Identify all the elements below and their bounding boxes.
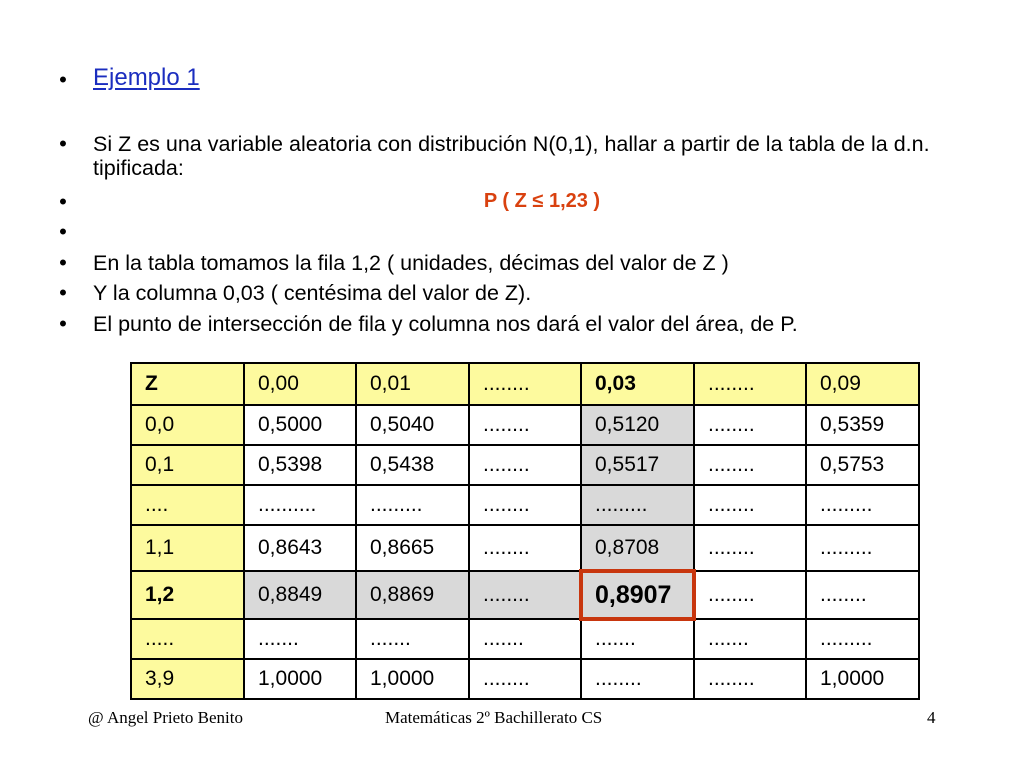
table-cell: ........ [469, 405, 581, 445]
table-cell: 0,5359 [806, 405, 919, 445]
table-row [131, 659, 919, 699]
table-cell: .......... [244, 485, 356, 525]
table-row [131, 405, 919, 445]
table-cell: ......... [806, 485, 919, 525]
slide-title: Ejemplo 1 [93, 64, 200, 91]
bullet-item-column-info [0, 281, 1024, 307]
table-header-cell: ........ [469, 363, 581, 405]
table-cell: ....... [244, 619, 356, 659]
row-label-cell: .... [131, 485, 244, 525]
table-row [131, 485, 919, 525]
table-cell: 1,0000 [356, 659, 469, 699]
table-cell: 0,5040 [356, 405, 469, 445]
bullet-item-formula [0, 190, 1024, 216]
table-cell: ........ [694, 525, 806, 571]
table-row [131, 445, 919, 485]
table-cell: ......... [581, 485, 694, 525]
table-cell: 0,5438 [356, 445, 469, 485]
table-cell: ......... [806, 619, 919, 659]
bullet-icon: • [59, 189, 67, 214]
table-cell: ........ [469, 659, 581, 699]
bullet-icon: • [59, 311, 67, 336]
table-header-cell: 0,09 [806, 363, 919, 405]
table-cell: 0,8869 [356, 571, 469, 619]
table-cell: 0,5120 [581, 405, 694, 445]
table-cell: 0,5517 [581, 445, 694, 485]
probability-formula: P ( Z ≤ 1,23 ) [483, 190, 601, 212]
table-header-cell: 0,03 [581, 363, 694, 405]
table-cell: ........ [694, 571, 806, 619]
table-cell: ........ [469, 445, 581, 485]
row-label-cell: 3,9 [131, 659, 244, 699]
table-cell: 0,5753 [806, 445, 919, 485]
slide-footer [0, 708, 1024, 732]
bullet-icon: • [59, 250, 67, 275]
table-cell: ....... [356, 619, 469, 659]
row-label-cell: 1,2 [131, 571, 244, 619]
normal-distribution-table [130, 362, 920, 700]
page-number: 4 [927, 708, 936, 727]
bullet-item-statement [0, 132, 1024, 182]
table-cell: ........ [806, 571, 919, 619]
table-cell: 0,8665 [356, 525, 469, 571]
intersection-text: El punto de intersección de fila y columna nos dará el valor del área, de P. [93, 312, 798, 336]
table-cell: ........ [694, 405, 806, 445]
bullet-item-empty [0, 220, 1024, 244]
table-row [131, 619, 919, 659]
table-cell: 1,0000 [244, 659, 356, 699]
footer-course: Matemáticas 2º Bachillerato CS [385, 708, 603, 727]
table-header-cell: ........ [694, 363, 806, 405]
table-cell: 0,8643 [244, 525, 356, 571]
row-label-cell: 0,0 [131, 405, 244, 445]
bullet-item-row-info [0, 251, 1024, 277]
table-row-highlighted [131, 571, 919, 619]
table-cell: ........ [469, 485, 581, 525]
table-cell: ....... [469, 619, 581, 659]
bullet-icon: • [59, 219, 67, 244]
row-label-cell: ..... [131, 619, 244, 659]
bullet-icon: • [59, 131, 67, 156]
result-cell-highlighted: 0,8907 [581, 571, 694, 619]
row-info-text: En la tabla tomamos la fila 1,2 ( unidades, décimas del valor de Z ) [93, 251, 729, 275]
table-cell: ......... [356, 485, 469, 525]
table-cell: ........ [694, 485, 806, 525]
table-cell: ........ [469, 571, 581, 619]
row-label-cell: 1,1 [131, 525, 244, 571]
table-cell: 1,0000 [806, 659, 919, 699]
table-cell: ....... [694, 619, 806, 659]
table-cell: ........ [581, 659, 694, 699]
table-row [131, 525, 919, 571]
statement-text: Si Z es una variable aleatoria con distribución N(0,1), hallar a partir de la tabla de la d.n. tipificada: [93, 132, 930, 180]
table-header-cell: 0,00 [244, 363, 356, 405]
bullet-icon: • [59, 67, 67, 92]
table-cell: ....... [581, 619, 694, 659]
table-header-row [131, 363, 919, 405]
row-label-cell: 0,1 [131, 445, 244, 485]
bullet-item-title [0, 66, 1024, 96]
table-header-cell: Z [131, 363, 244, 405]
column-info-text: Y la columna 0,03 ( centésima del valor de Z). [93, 281, 532, 305]
table-cell: 0,5000 [244, 405, 356, 445]
table-cell: ........ [694, 659, 806, 699]
table-cell: 0,8849 [244, 571, 356, 619]
table-cell: ........ [694, 445, 806, 485]
bullet-icon: • [59, 280, 67, 305]
table-cell: ........ [469, 525, 581, 571]
table-cell: ......... [806, 525, 919, 571]
table-cell: 0,5398 [244, 445, 356, 485]
table-header-cell: 0,01 [356, 363, 469, 405]
table-cell: 0,8708 [581, 525, 694, 571]
bullet-item-intersection [0, 312, 1024, 338]
footer-author: @ Angel Prieto Benito [88, 708, 243, 727]
